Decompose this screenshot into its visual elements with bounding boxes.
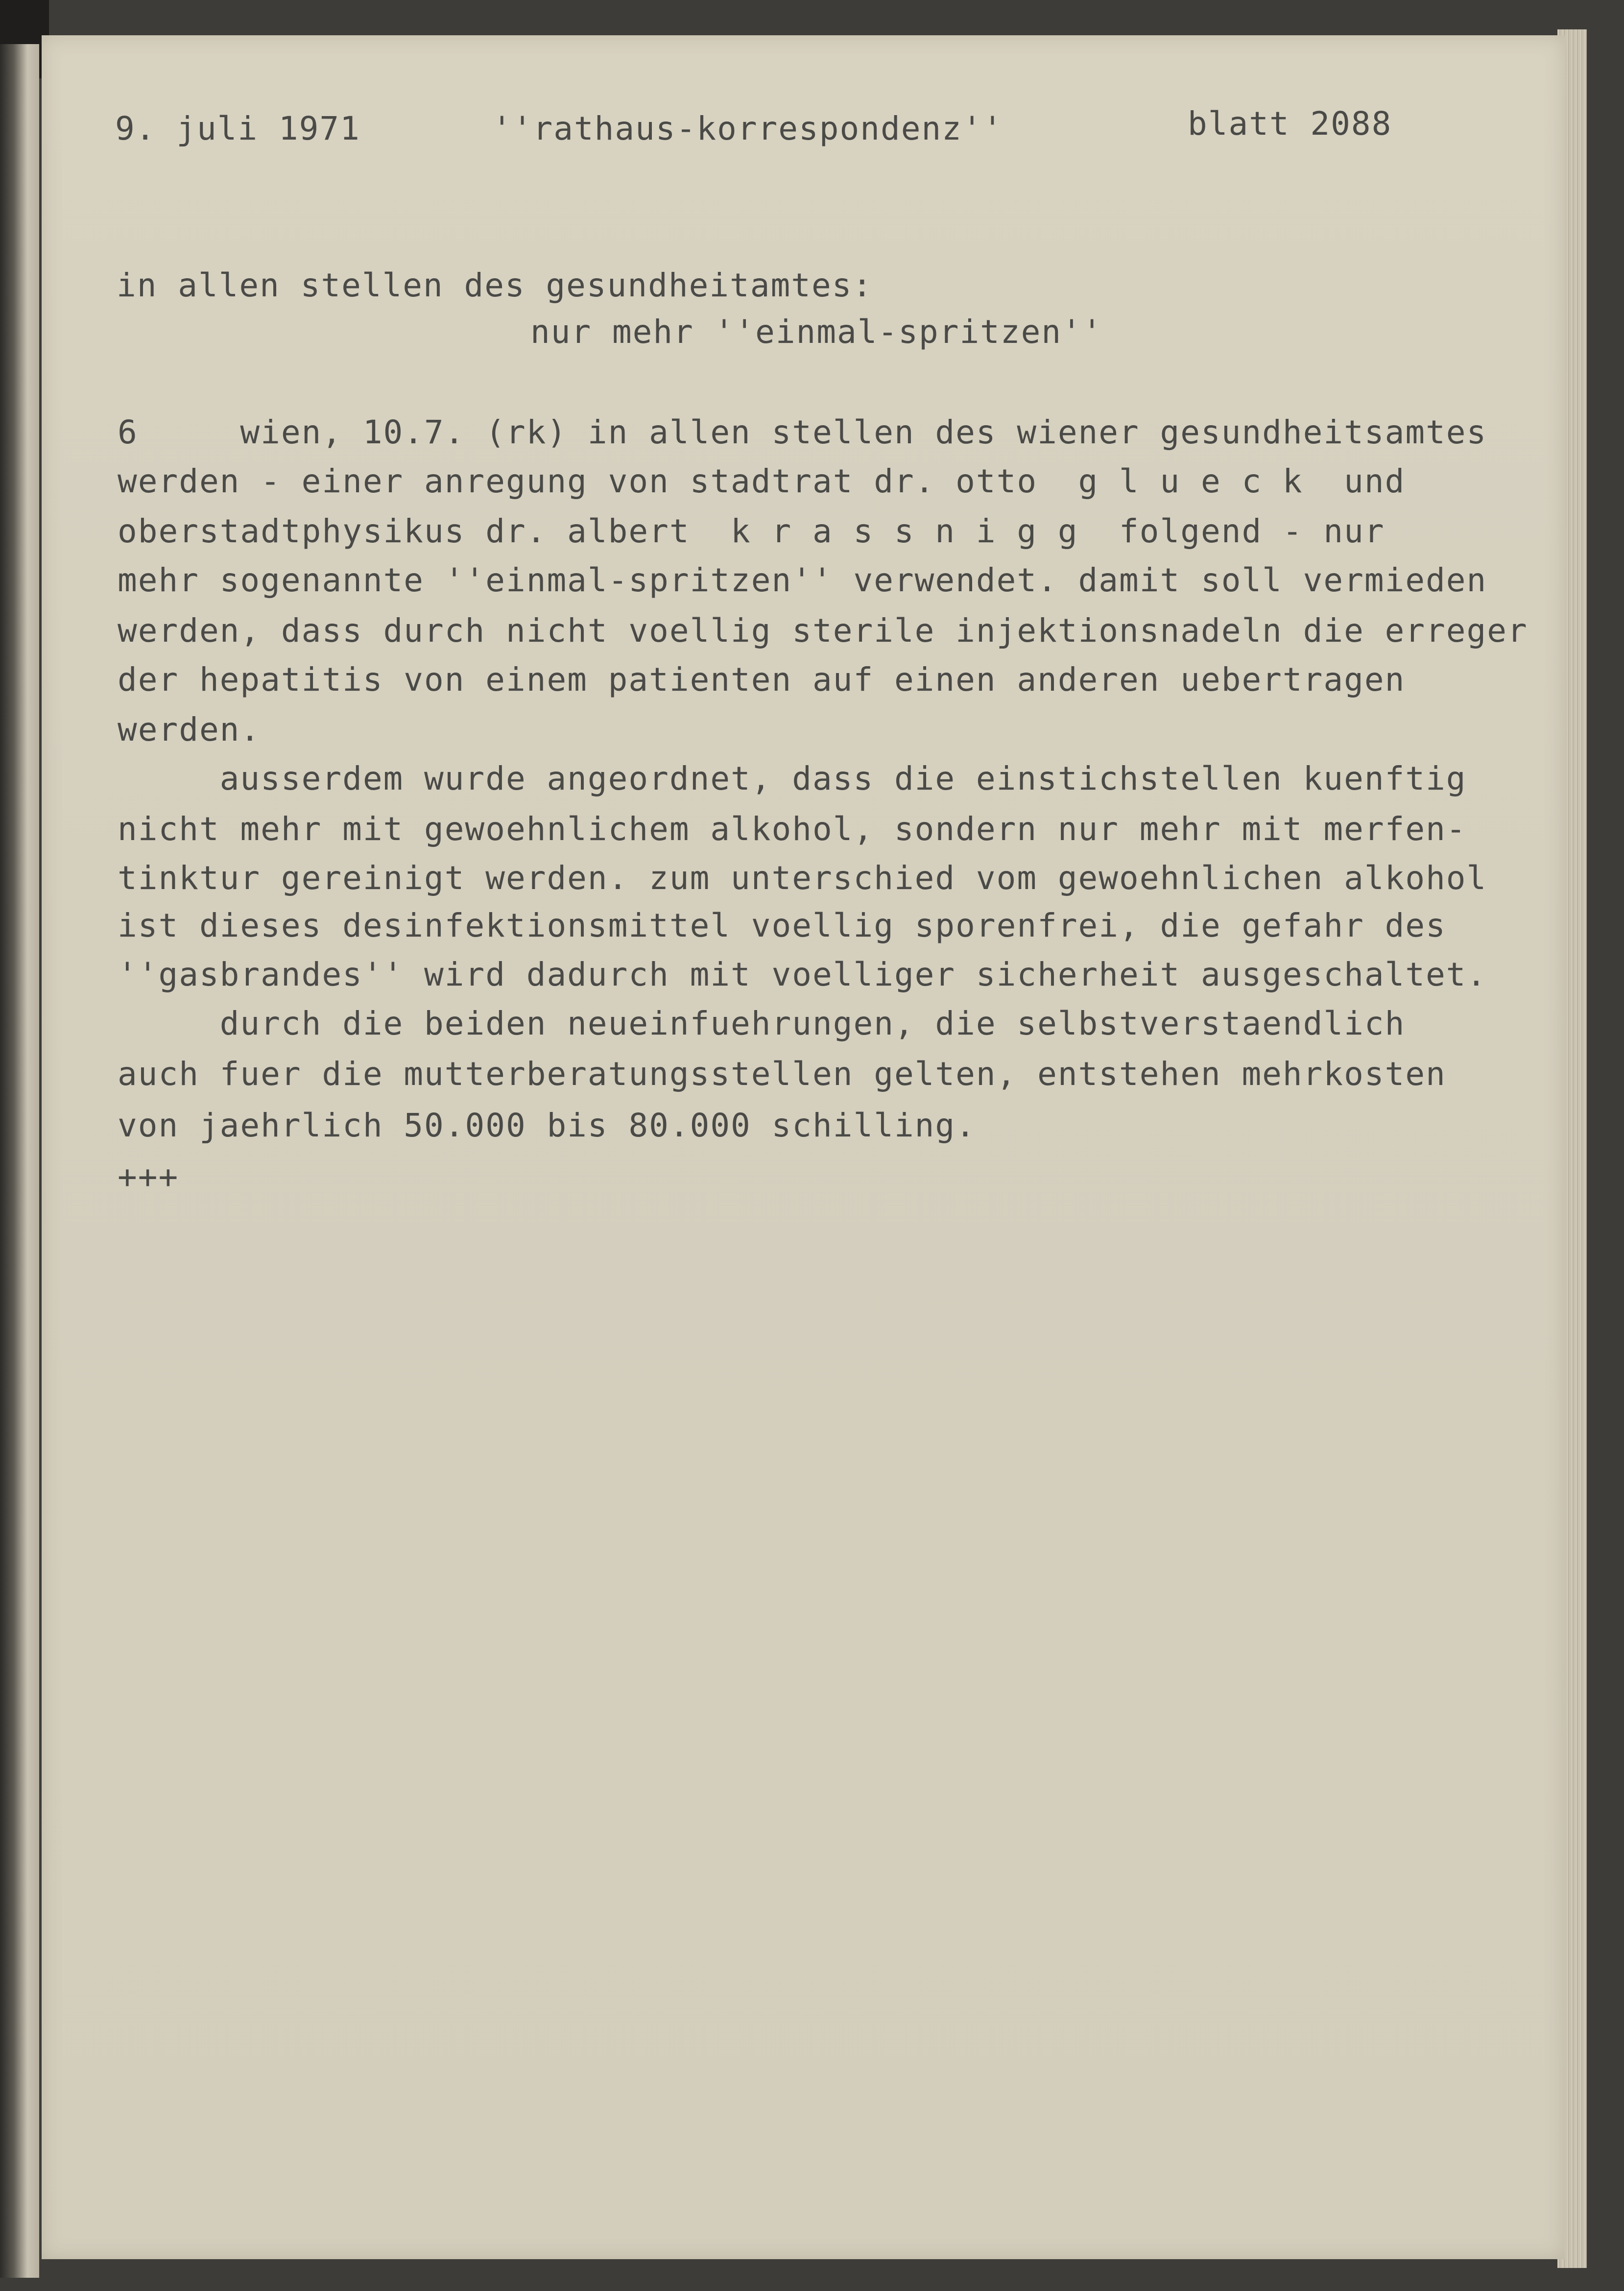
- body-line: werden, dass durch nicht voellig sterile injektionsnadeln die erreger: [118, 612, 1528, 650]
- body-line: werden - einer anregung von stadtrat dr. otto g l u e c k und: [118, 462, 1406, 500]
- body-line: der hepatitis von einem patienten auf einen anderen uebertragen: [118, 661, 1406, 699]
- header-publication-title: ''rathaus-korrespondenz'': [492, 110, 1003, 147]
- headline-line-2: nur mehr ''einmal-spritzen'': [530, 313, 1103, 351]
- body-line: nicht mehr mit gewoehnlichem alkohol, sondern nur mehr mit merfen-: [118, 810, 1467, 848]
- body-line: werden.: [118, 711, 261, 748]
- body-line: ausserdem wurde angeordnet, dass die einstichstellen kuenftig: [118, 760, 1467, 797]
- end-marker: +++: [118, 1158, 179, 1196]
- body-line: ist dieses desinfektionsmittel voellig sporenfrei, die gefahr des: [118, 907, 1446, 944]
- body-line: mehr sogenannte ''einmal-spritzen'' verwendet. damit soll vermieden: [118, 561, 1487, 599]
- header-date: 9. juli 1971: [115, 110, 360, 147]
- body-line: 6 wien, 10.7. (rk) in allen stellen des wiener gesundheitsamtes: [118, 413, 1487, 451]
- headline-line-1: in allen stellen des gesundheitamtes:: [117, 266, 873, 304]
- paper-sheet: [42, 35, 1565, 2259]
- body-line: tinktur gereinigt werden. zum unterschied vom gewoehnlichen alkohol: [118, 859, 1487, 897]
- body-line: durch die beiden neueinfuehrungen, die selbstverstaendlich: [118, 1005, 1406, 1042]
- header-page-number: blatt 2088: [1188, 105, 1392, 143]
- body-line: oberstadtphysikus dr. albert k r a s s n i g g folgend - nur: [118, 512, 1385, 550]
- body-line: von jaehrlich 50.000 bis 80.000 schilling.: [118, 1107, 976, 1144]
- body-line: auch fuer die mutterberatungsstellen gelten, entstehen mehrkosten: [118, 1055, 1446, 1093]
- body-line: ''gasbrandes'' wird dadurch mit voelliger sicherheit ausgeschaltet.: [118, 956, 1487, 993]
- left-page-edge: [0, 44, 39, 2278]
